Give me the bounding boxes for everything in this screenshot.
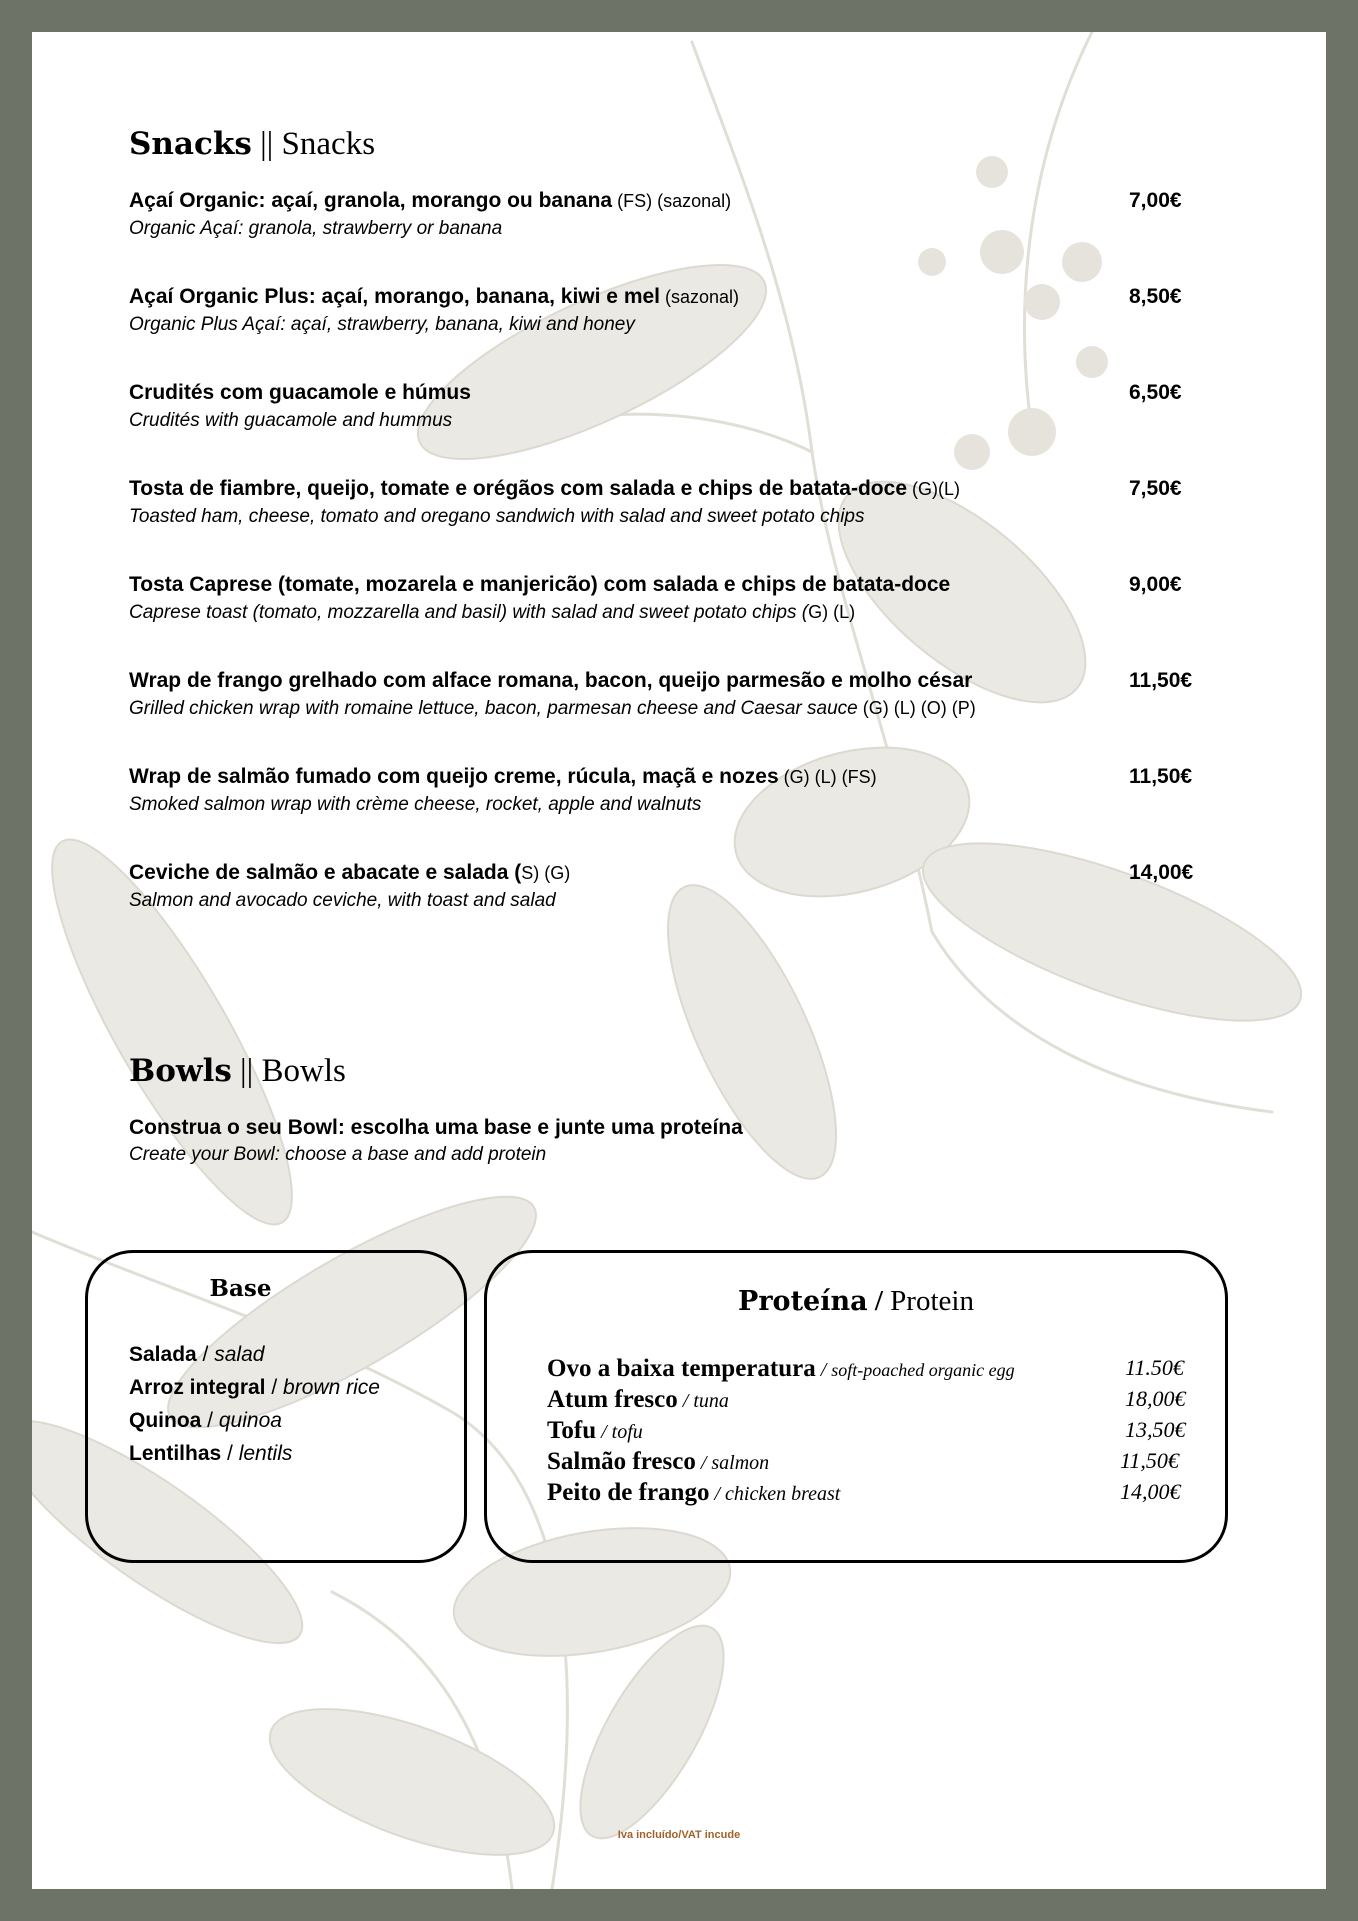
menu-item-description: Organic Açaí: granola, strawberry or banana — [129, 218, 503, 239]
menu-item-description: Smoked salmon wrap with crème cheese, rocket, apple and walnuts — [129, 794, 702, 815]
menu-item-name: Açaí Organic Plus: açaí, morango, banana, kiwi e mel (sazonal) — [129, 285, 740, 308]
menu-item-price: 11,50€ — [1129, 669, 1193, 692]
bowls-intro-pt: Construa o seu Bowl: escolha uma base e junte uma proteína — [129, 1116, 743, 1139]
menu-item — [129, 572, 1239, 627]
menu-item-name: Crudités com guacamole e húmus — [129, 381, 471, 404]
protein-list — [547, 1355, 1207, 1525]
protein-price: 11.50€ — [1125, 1355, 1184, 1380]
base-item: Quinoa / quinoa — [129, 1409, 282, 1432]
menu-item-description: Organic Plus Açaí: açaí, strawberry, banana, kiwi and honey — [129, 314, 635, 335]
base-box — [85, 1250, 467, 1563]
protein-price: 14,00€ — [1120, 1479, 1181, 1504]
base-item: Lentilhas / lentils — [129, 1442, 293, 1465]
menu-item — [129, 380, 1239, 435]
menu-item-description: Caprese toast (tomato, mozzarella and basil) with salad and sweet potato chips (G) (L) — [129, 602, 856, 623]
snacks-heading: Snacks || Snacks — [129, 126, 376, 162]
menu-item-price: 14,00€ — [1129, 861, 1194, 884]
menu-item — [129, 476, 1239, 531]
protein-item: Peito de frango / chicken breast 14,00€ — [547, 1479, 1181, 1506]
protein-item: Ovo a baixa temperatura / soft-poached organic egg 11.50€ — [547, 1355, 1184, 1382]
protein-item: Atum fresco / tuna 18,00€ — [547, 1386, 1186, 1413]
menu-item — [129, 284, 1239, 339]
menu-item-price: 6,50€ — [1129, 381, 1182, 404]
menu-item-description: Salmon and avocado ceviche, with toast and salad — [129, 890, 556, 911]
menu-item-price: 7,00€ — [1129, 189, 1182, 212]
menu-item-price: 7,50€ — [1129, 477, 1182, 500]
protein-box — [484, 1250, 1228, 1563]
bowls-heading: Bowls || Bowls — [129, 1053, 346, 1089]
menu-item-description: Crudités with guacamole and hummus — [129, 410, 453, 431]
vat-note: Iva incluído/VAT incude — [617, 1829, 741, 1841]
bowls-intro — [129, 1115, 1239, 1169]
base-item: Arroz integral / brown rice — [129, 1376, 380, 1399]
menu-item-name: Ceviche de salmão e abacate e salada (S) (G) — [129, 861, 571, 884]
protein-item: Tofu / tofu 13,50€ — [547, 1417, 1186, 1444]
menu-item-name: Tosta de fiambre, queijo, tomate e orégãos com salada e chips de batata-doce (G)(L) — [129, 477, 960, 500]
bowls-intro-en: Create your Bowl: choose a base and add protein — [129, 1144, 547, 1165]
menu-item-name: Tosta Caprese (tomate, mozarela e manjericão) com salada e chips de batata-doce — [129, 573, 951, 596]
menu-item-price: 9,00€ — [1129, 573, 1182, 596]
protein-item: Salmão fresco / salmon 11,50€ — [547, 1448, 1179, 1475]
menu-item — [129, 764, 1239, 819]
menu-item-name: Wrap de salmão fumado com queijo creme, rúcula, maçã e nozes (G) (L) (FS) — [129, 765, 877, 788]
protein-price: 11,50€ — [1120, 1448, 1179, 1473]
menu-item-description: Toasted ham, cheese, tomato and oregano sandwich with salad and sweet potato chips — [129, 506, 865, 527]
menu-item-name: Wrap de frango grelhado com alface romana, bacon, queijo parmesão e molho césar — [129, 669, 973, 692]
menu-item-price: 8,50€ — [1129, 285, 1182, 308]
menu-item — [129, 668, 1239, 723]
menu-item-description: Grilled chicken wrap with romaine lettuce, bacon, parmesan cheese and Caesar sauce (G) (L) (O) (P) — [129, 698, 976, 719]
menu-item-name: Açaí Organic: açaí, granola, morango ou banana (FS) (sazonal) — [129, 189, 732, 212]
base-item: Salada / salad — [129, 1343, 265, 1366]
menu-item — [129, 188, 1239, 243]
base-title: Base — [209, 1275, 272, 1302]
menu-item-price: 11,50€ — [1129, 765, 1193, 788]
protein-price: 13,50€ — [1125, 1417, 1186, 1442]
menu-item — [129, 860, 1239, 915]
protein-price: 18,00€ — [1125, 1386, 1186, 1411]
menu-page — [32, 32, 1326, 1889]
base-list — [129, 1338, 380, 1470]
protein-title: Proteína / Protein — [738, 1285, 974, 1317]
